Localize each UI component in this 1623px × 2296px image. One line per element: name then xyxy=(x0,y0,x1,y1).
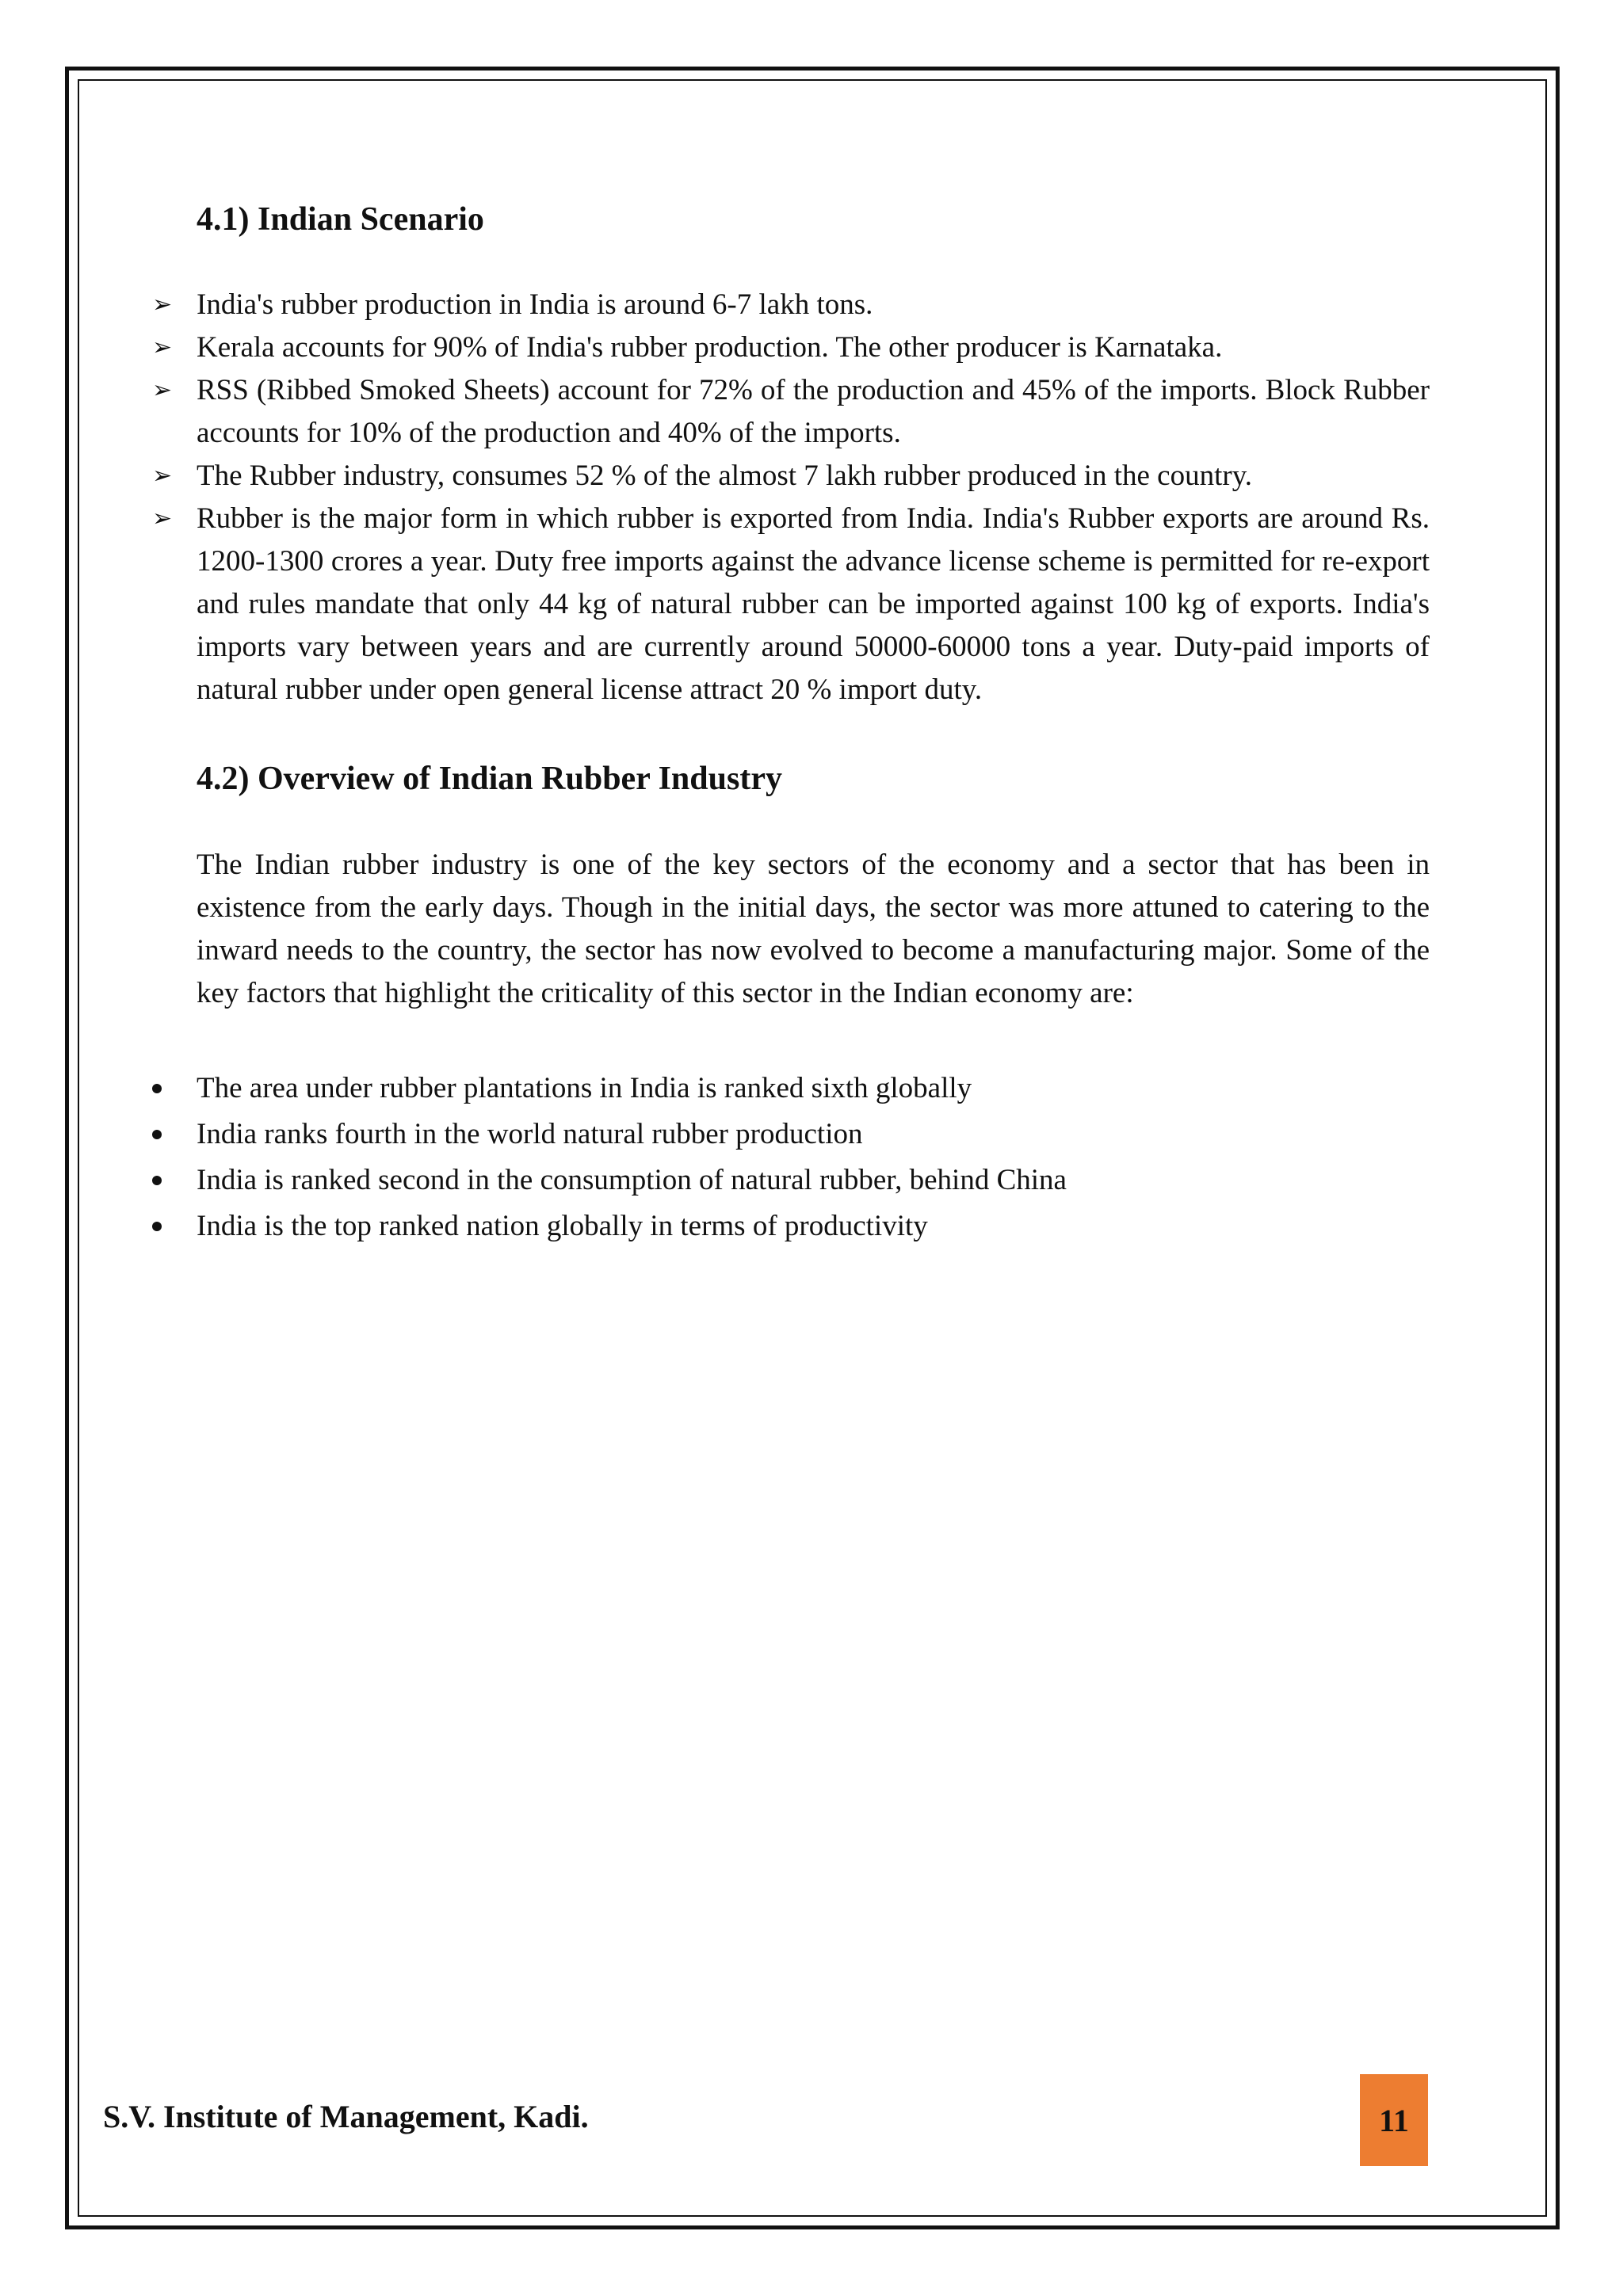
footer-institute-name: S.V. Institute of Management, Kadi. xyxy=(103,2099,589,2134)
overview-paragraph: The Indian rubber industry is one of the key sectors of the economy and a sector that has been in existence from the early days. Though in the initial days, the sector was more attuned to catering to the inward needs to the country, the sector has now evolved to become a manufacturing major. Some of the key factors that highlight the criticality of this sector in the Indian economy are: xyxy=(197,848,1430,1009)
key-factors-list xyxy=(197,1066,1430,1249)
list-item-text: India is ranked second in the consumption of natural rubber, behind China xyxy=(197,1163,1067,1196)
indian-scenario-list xyxy=(152,284,1430,711)
list-item xyxy=(152,326,1430,369)
list-item-text: India's rubber production in India is around 6-7 lakh tons. xyxy=(197,288,873,322)
list-item xyxy=(197,1158,1430,1203)
bullet-dot-icon xyxy=(152,1130,162,1139)
arrow-bullet-icon: ➢ xyxy=(152,334,173,362)
list-item xyxy=(152,455,1430,498)
list-item xyxy=(197,1066,1430,1112)
list-item xyxy=(152,369,1430,455)
list-item-text: Kerala accounts for 90% of India's rubber production. The other producer is Karnataka. xyxy=(197,331,1223,364)
list-item xyxy=(152,498,1430,711)
section-heading-indian-scenario: 4.1) Indian Scenario xyxy=(197,201,484,238)
list-item-text: The Rubber industry, consumes 52 % of the almost 7 lakh rubber produced in the country. xyxy=(197,460,1253,493)
list-item xyxy=(152,284,1430,326)
arrow-bullet-icon: ➢ xyxy=(152,462,173,490)
list-item-text: India ranks fourth in the world natural rubber production xyxy=(197,1117,863,1150)
list-item-text: The area under rubber plantations in India is ranked sixth globally xyxy=(197,1071,972,1104)
list-item xyxy=(197,1203,1430,1249)
arrow-bullet-icon: ➢ xyxy=(152,505,173,533)
list-item xyxy=(197,1112,1430,1158)
list-item-text: Rubber is the major form in which rubber is exported from India. India's Rubber exports are around Rs. 1200-1300 crores a year. Duty free imports against the advance license scheme is permitted for re-export and rules mandate that only 44 kg of natural rubber can be imported against 100 kg of exports. India's imports vary between years and are currently around 50000-60000 tons a year. Duty-paid imports of natural rubber under open general license attract 20 % import duty. xyxy=(197,502,1430,707)
list-item-text: RSS (Ribbed Smoked Sheets) account for 72% of the production and 45% of the imports. Block Rubber accounts for 10% of the production and 40% of the imports. xyxy=(197,374,1430,450)
page-number-badge: 11 xyxy=(1360,2074,1428,2166)
list-item-text: India is the top ranked nation globally in terms of productivity xyxy=(197,1209,928,1242)
arrow-bullet-icon: ➢ xyxy=(152,376,173,405)
page-content xyxy=(152,190,1430,1249)
bullet-dot-icon xyxy=(152,1084,162,1093)
section-heading-overview: 4.2) Overview of Indian Rubber Industry xyxy=(197,761,782,798)
bullet-dot-icon xyxy=(152,1222,162,1231)
bullet-dot-icon xyxy=(152,1176,162,1185)
arrow-bullet-icon: ➢ xyxy=(152,291,173,319)
